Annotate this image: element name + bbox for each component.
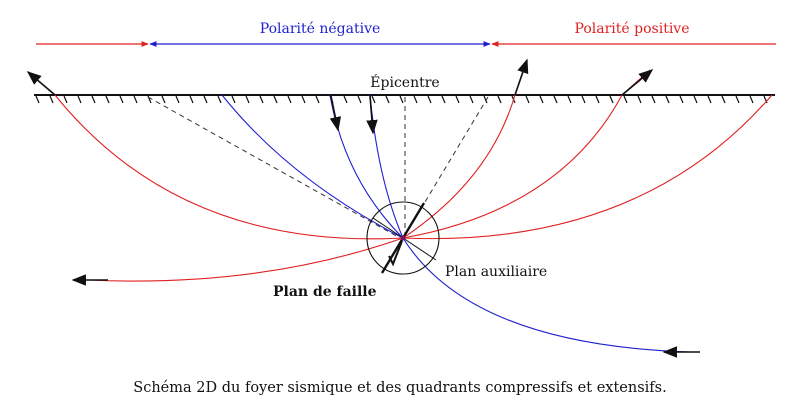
arrow-up-left: [28, 72, 55, 95]
extensive-rays: [222, 95, 690, 352]
ground-hatch: [246, 96, 249, 103]
ground-hatch: [120, 96, 123, 103]
motion-arrows: [28, 60, 700, 352]
arrow-down-1: [331, 96, 338, 130]
ground-hatches: [36, 96, 767, 103]
blue-ray-down-right: [403, 238, 690, 352]
epicenter-label: Épicentre: [370, 75, 440, 91]
nodal-guide-left: [148, 97, 400, 238]
figure-caption: Schéma 2D du foyer sismique et des quadrants compressifs et extensifs.: [133, 380, 667, 396]
ground-hatch: [414, 96, 417, 103]
ground-hatch: [610, 96, 613, 103]
ground-hatch: [50, 96, 53, 103]
ground-hatch: [134, 96, 137, 103]
hypocenter: [401, 236, 406, 241]
arrow-up-right-2: [622, 70, 652, 95]
ground-hatch: [666, 96, 669, 103]
ground-hatch: [36, 96, 39, 103]
ground-hatch: [204, 96, 207, 103]
red-ray-far-right: [403, 95, 772, 239]
ground-hatch: [708, 96, 711, 103]
ground-hatch: [722, 96, 725, 103]
red-ray-right-mid: [403, 95, 622, 238]
focal-sphere: [367, 202, 439, 274]
ground-hatch: [624, 96, 627, 103]
red-ray-far-left: [55, 95, 403, 239]
ground-hatch: [400, 96, 403, 103]
ground-hatch: [694, 96, 697, 103]
ground-hatch: [372, 96, 375, 103]
ground-hatch: [750, 96, 753, 103]
ground-hatch: [260, 96, 263, 103]
ground-hatch: [218, 96, 221, 103]
ground-hatch: [582, 96, 585, 103]
ground-hatch: [288, 96, 291, 103]
red-ray-horizontal-left: [88, 238, 403, 281]
dashed-guides: [148, 97, 488, 238]
ground-hatch: [428, 96, 431, 103]
ground-hatch: [344, 96, 347, 103]
ground-hatch: [232, 96, 235, 103]
ground-hatch: [386, 96, 389, 103]
ground-hatch: [680, 96, 683, 103]
red-ray-right-steep: [403, 95, 515, 238]
ground-hatch: [78, 96, 81, 103]
arrow-up-right-1: [515, 60, 527, 95]
ground-hatch: [442, 96, 445, 103]
ground-hatch: [358, 96, 361, 103]
ground-hatch: [568, 96, 571, 103]
positive-polarity-label: Polarité positive: [574, 21, 690, 37]
ground-hatch: [596, 96, 599, 103]
ground-hatch: [64, 96, 67, 103]
ground-hatch: [190, 96, 193, 103]
ground-hatch: [652, 96, 655, 103]
ground-hatch: [302, 96, 305, 103]
ground-hatch: [540, 96, 543, 103]
ground-hatch: [638, 96, 641, 103]
ground-hatch: [274, 96, 277, 103]
blue-ray-left: [222, 95, 403, 238]
ground-hatch: [554, 96, 557, 103]
negative-polarity-label: Polarité négative: [259, 21, 381, 37]
ground-hatch: [470, 96, 473, 103]
ground-hatch: [316, 96, 319, 103]
ground-hatch: [92, 96, 95, 103]
blue-ray-mid-left: [330, 95, 403, 238]
ground-hatch: [498, 96, 501, 103]
fault-plane-label: Plan de faille: [273, 284, 377, 300]
ground-hatch: [526, 96, 529, 103]
ground-hatch: [106, 96, 109, 103]
ground-hatch: [736, 96, 739, 103]
ground-hatch: [162, 96, 165, 103]
ground-hatch: [456, 96, 459, 103]
blue-ray-mid: [370, 95, 403, 238]
ground-hatch: [176, 96, 179, 103]
auxiliary-plane-label: Plan auxiliaire: [445, 264, 548, 280]
